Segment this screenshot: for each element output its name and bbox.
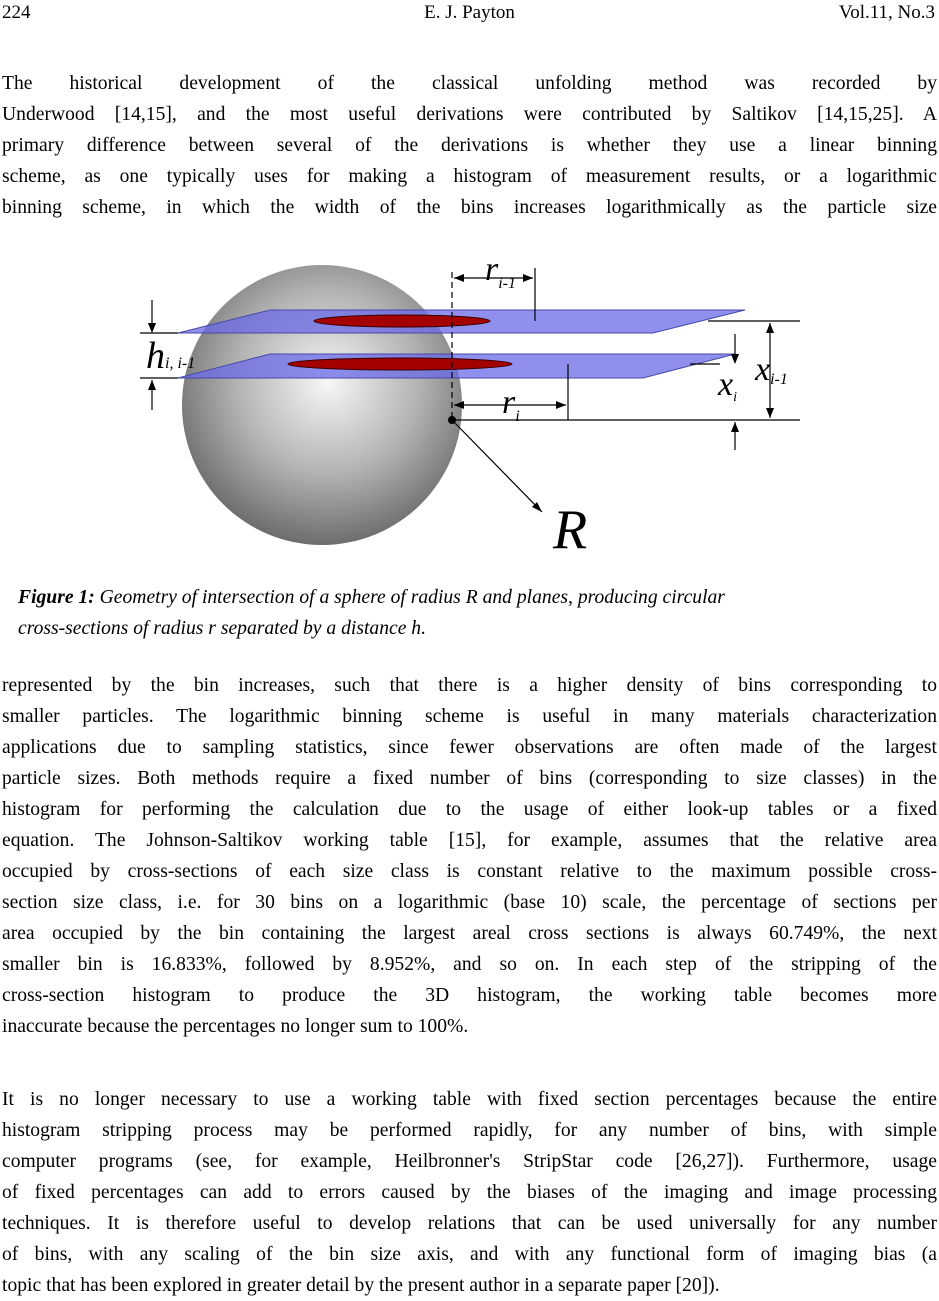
text-line: primary difference between several of the derivations is whether they use a linear binning [2, 135, 937, 156]
text-line: scheme, as one typically uses for making a histogram of measurement results, or a logarithmic [2, 166, 937, 187]
running-header [0, 0, 939, 24]
label-r-i: $r_i$ [502, 384, 520, 425]
label-R: R [553, 499, 588, 561]
upper-cross-section [314, 315, 490, 327]
label-x-i: xi [718, 366, 737, 405]
caption-label: Figure 1: [18, 587, 95, 608]
volume-info: Vol.11, No.3 [838, 2, 935, 23]
label-h: hi, i-1 [146, 335, 196, 377]
radius-line [452, 420, 542, 512]
paragraph-1 [2, 68, 937, 223]
paragraph-3: It is no longer necessary to use a working table with fixed section percentages because the entire histogram stripping process may be performed rapidly, for any number of bins, with simple computer programs (see, for example, Heilbronner's StripStar code [26,27]). Furthermore, usage of fixed percentages can add to errors caused by the biases of the imaging and image processing techniques. It is therefore useful to develop relations that can be used universally for any number of bins, with any scaling of the bin size axis, and with any functional form of imaging bias (a topic that has been explored in greater detail by the present author in a separate paper [20]). [2, 1089, 937, 1296]
label-r-prev: $r_{i-1}$ [485, 251, 517, 292]
sphere-intersection-diagram [130, 250, 830, 570]
text-line: Underwood [14,15], and the most useful derivations were contributed by Saltikov [14,15,25]. A [2, 104, 937, 125]
text-line: binning scheme, in which the width of the bins increases logarithmically as the particle size [2, 197, 937, 218]
figure-1-sphere-diagram [130, 250, 830, 570]
lower-cross-section [288, 358, 512, 370]
figure-caption: Figure 1: Geometry of intersection of a sphere of radius R and planes, producing circular cross-sections of radius r separated by a distance h. [18, 587, 725, 639]
text-line: The historical development of the classical unfolding method was recorded by [2, 73, 937, 94]
label-x-prev: xi-1 [755, 351, 788, 388]
sphere [182, 265, 462, 545]
running-author: E. J. Payton [424, 2, 515, 23]
page-number: 224 [2, 2, 31, 23]
paragraph-2: represented by the bin increases, such that there is a higher density of bins corresponding to smaller particles. The logarithmic binning scheme is useful in many materials characterization applications due to sampling statistics, since fewer observations are often made of the largest particle sizes. Both methods require a fixed number of bins (corresponding to size classes) in the histogram for performing the calculation due to the usage of either look-up tables or a fixed equation. The Johnson-Saltikov working table [15], for example, assumes that the relative area occupied by cross-sections of each size class is constant relative to the maximum possible cross- section size class, i.e. for 30 bins on a logarithmic (base 10) scale, the percentage of sections per area occupied by the bin containing the largest areal cross sections is always 60.749%, the next smaller bin is 16.833%, followed by 8.952%, and so on. In each step of the stripping of the cross-section histogram to produce the 3D histogram, the working table becomes more inaccurate because the percentages no longer sum to 100%. [2, 675, 937, 1037]
